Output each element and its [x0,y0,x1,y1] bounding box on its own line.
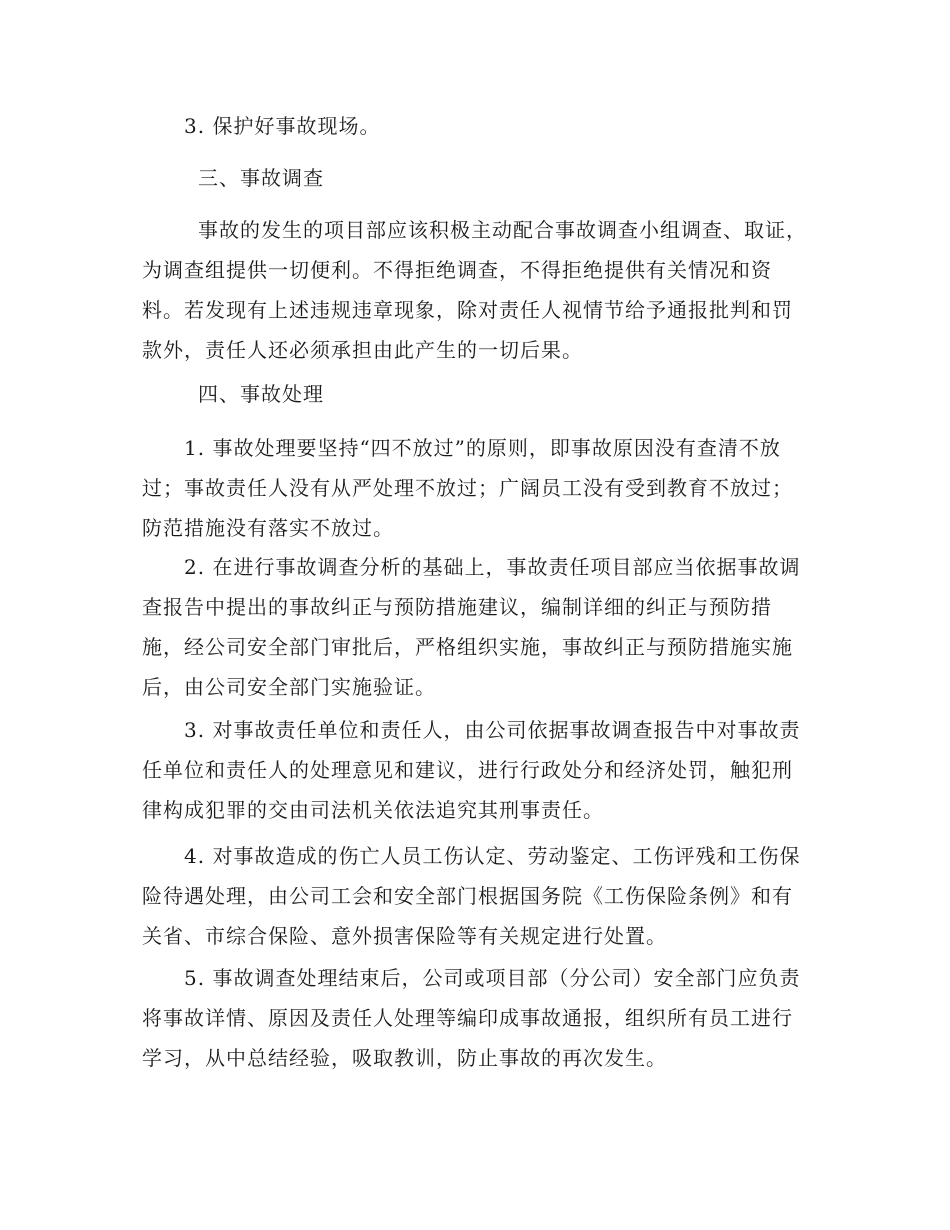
list-item-5: 5. 事故调查处理结束后，公司或项目部（分公司）安全部门应负责将事故详情、原因及责任人处理等编印成事故通报，组织所有员工进行学习，从中总结经验，吸取教训，防止事故的再次发生。 [142,966,801,1070]
section-heading-investigation: 三、事故调查 [198,166,324,190]
list-item-4: 4. 对事故造成的伤亡人员工伤认定、劳动鉴定、工伤评残和工伤保险待遇处理，由公司工会和安全部门根据国务院《工伤保险条例》和有关省、市综合保险、意外损害保险等有关规定进行处置。 [142,844,801,948]
list-item-2: 2. 在进行事故调查分析的基础上，事故责任项目部应当依据事故调查报告中提出的事故纠正与预防措施建议，编制详细的纠正与预防措施，经公司安全部门审批后，严格组织实施，事故纠正与预防措施实施后，由公司安全部门实施验证。 [142,555,801,699]
list-item-3: 3. 对事故责任单位和责任人，由公司依据事故调查报告中对事故责任单位和责任人的处理意见和建议，进行行政处分和经济处罚，触犯刑律构成犯罪的交由司法机关依法追究其刑事责任。 [142,718,801,822]
list-item-protect-scene: 3. 保护好事故现场。 [184,114,381,138]
list-item-1: 1. 事故处理要坚持“四不放过”的原则，即事故原因没有查清不放过；事故责任人没有从严处理不放过；广阔员工没有受到教育不放过；防范措施没有落实不放过。 [142,436,793,540]
section-heading-handling: 四、事故处理 [198,382,324,406]
paragraph-investigation: 事故的发生的项目部应该积极主动配合事故调查小组调查、取证，为调查组提供一切便利。不得拒绝调查，不得拒绝提供有关情况和资料。若发现有上述违规违章现象，除对责任人视情节给予通报批判和罚款外，责任人还必须承担由此产生的一切后果。 [142,218,807,362]
